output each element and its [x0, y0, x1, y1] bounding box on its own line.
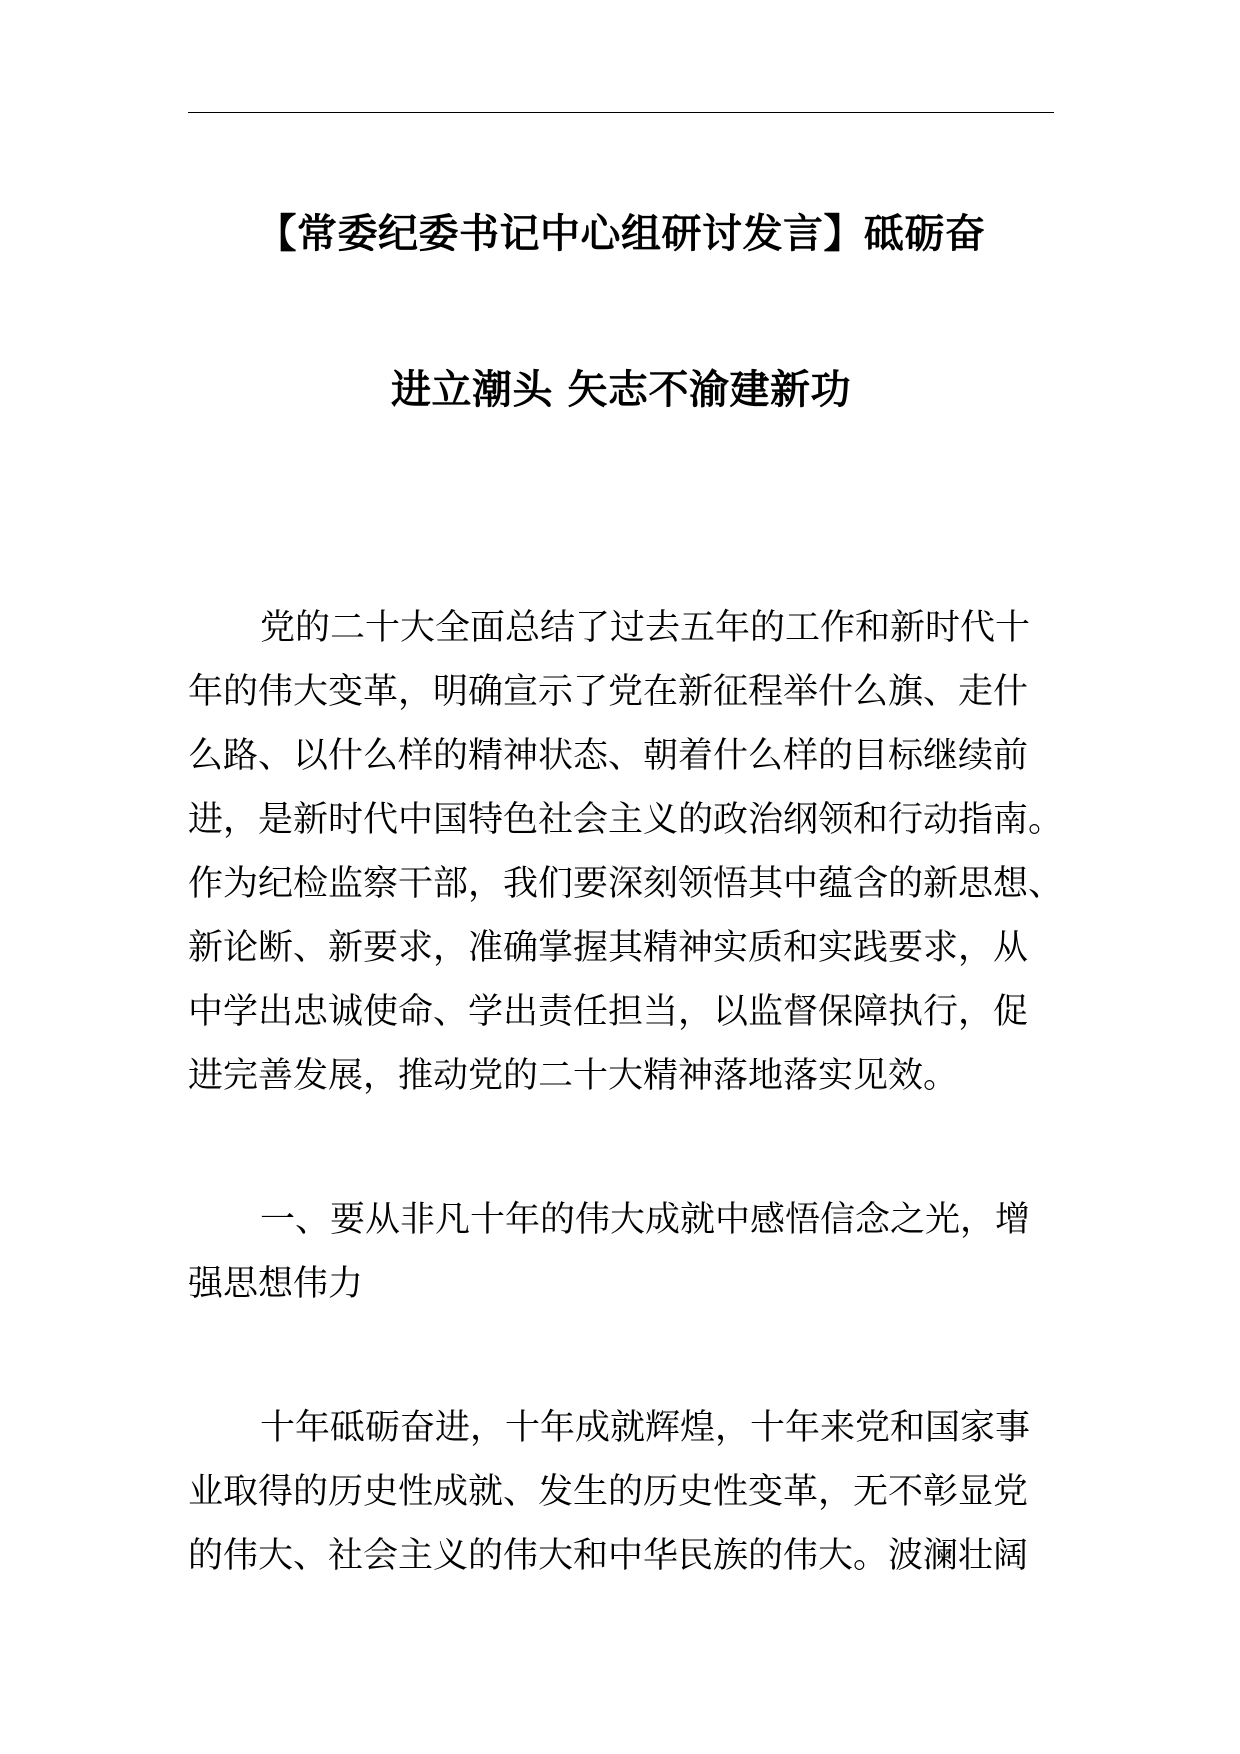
paragraph-1-line-2: 年的伟大变革，明确宣示了党在新征程举什么旗、走什 — [188, 672, 1029, 712]
paragraph-1-line-7: 中学出忠诚使命、学出责任担当，以监督保障执行，促 — [188, 992, 1029, 1032]
section-heading-1-line-2: 强思想伟力 — [188, 1264, 364, 1304]
paragraph-3-line-1: 十年砥砺奋进，十年成就辉煌，十年来党和国家事 — [260, 1408, 1031, 1448]
paragraph-1-line-1: 党的二十大全面总结了过去五年的工作和新时代十 — [260, 608, 1031, 648]
paragraph-1-line-3: 么路、以什么样的精神状态、朝着什么样的目标继续前 — [188, 736, 1029, 776]
paragraph-3-line-3: 的伟大、社会主义的伟大和中华民族的伟大。波澜壮阔 — [188, 1536, 1029, 1576]
section-heading-1-line-1: 一、要从非凡十年的伟大成就中感悟信念之光，增 — [260, 1200, 1031, 1240]
document-title-line-1: 【常委纪委书记中心组研讨发言】砥砺奋 — [256, 211, 986, 257]
paragraph-3-line-2: 业取得的历史性成就、发生的历史性变革，无不彰显党 — [188, 1472, 1029, 1512]
paragraph-1-line-8: 进完善发展，推动党的二十大精神落地落实见效。 — [188, 1056, 959, 1096]
header-rule — [188, 112, 1054, 113]
paragraph-1-line-6: 新论断、新要求，准确掌握其精神实质和实践要求，从 — [188, 928, 1029, 968]
paragraph-1-line-5: 作为纪检监察干部，我们要深刻领悟其中蕴含的新思想、 — [188, 864, 1064, 904]
document-title-line-2: 进立潮头 矢志不渝建新功 — [391, 367, 851, 413]
paragraph-1-line-4: 进，是新时代中国特色社会主义的政治纲领和行动指南。 — [188, 800, 1064, 840]
